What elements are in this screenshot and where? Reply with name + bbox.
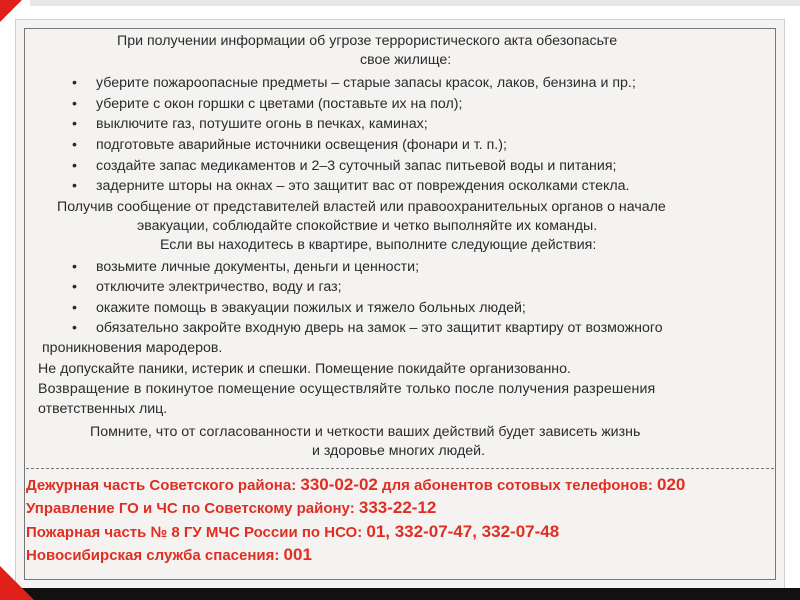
contact-number: 001: [283, 545, 312, 564]
bullet-symbol: •: [72, 96, 77, 112]
bullet-item: [72, 96, 462, 112]
bullet-symbol: •: [72, 137, 77, 153]
evacuation-line-2: эвакуации, соблюдайте спокойствие и четко выполняйте их команды.: [137, 218, 598, 234]
contact-number: 01, 332-07-47, 332-07-48: [366, 522, 560, 541]
bullet-text: возьмите личные документы, деньги и ценности;: [96, 259, 420, 275]
contact-number: 333-22-12: [358, 498, 437, 517]
bullet-continuation: проникновения мародеров.: [42, 340, 223, 356]
apartment-heading: Если вы находитесь в квартире, выполните следующие действия:: [160, 237, 597, 253]
bullet-symbol: •: [72, 320, 77, 336]
return-line-2: ответственных лиц.: [38, 401, 168, 417]
contact-label: Управление ГО и ЧС по Советскому району:: [26, 500, 359, 517]
bullet-item: [72, 178, 629, 194]
contact-label-extra: для абонентов сотовых телефонов:: [377, 477, 658, 494]
dashed-divider: [26, 468, 774, 469]
contact-label: Пожарная часть № 8 ГУ МЧС России по НСО:: [26, 524, 367, 541]
bottom-dark-bar: [0, 588, 800, 600]
panic-line: Не допускайте паники, истерик и спешки. Помещение покидайте организованно.: [38, 361, 571, 377]
contact-number: 020: [657, 475, 686, 494]
evacuation-line-1: Получив сообщение от представителей властей или правоохранительных органов о начале: [57, 199, 666, 215]
bullet-item: [72, 259, 419, 275]
title-line-1: При получении информации об угрозе террористического акта обезопасьте: [117, 33, 618, 49]
bullet-symbol: •: [72, 116, 77, 132]
contact-label: Новосибирская служба спасения:: [26, 547, 284, 564]
bullet-item: [72, 279, 342, 295]
bullet-symbol: •: [72, 75, 77, 91]
bullet-symbol: •: [72, 178, 77, 194]
bullet-text: уберите пожароопасные предметы – старые запасы красок, лаков, бензина и пр.;: [96, 75, 636, 91]
bullet-item: [72, 158, 616, 174]
contact-label: Дежурная часть Советского района:: [26, 477, 301, 494]
bullet-symbol: •: [72, 158, 77, 174]
contact-line: [26, 475, 685, 495]
contact-line: [26, 498, 436, 518]
bullet-symbol: •: [72, 279, 77, 295]
bullet-symbol: •: [72, 259, 77, 275]
bullet-symbol: •: [72, 300, 77, 316]
contact-line: [26, 545, 312, 565]
top-edge-strip: [30, 0, 800, 6]
bullet-text: выключите газ, потушите огонь в печках, каминах;: [96, 116, 428, 132]
bullet-text: задерните шторы на окнах – это защитит вас от повреждения осколками стекла.: [96, 178, 630, 194]
contact-line: [26, 522, 559, 542]
bullet-text: отключите электричество, воду и газ;: [96, 279, 342, 295]
bullet-item: [72, 137, 507, 153]
contact-number: 330-02-02: [300, 475, 378, 494]
bullet-item: [72, 300, 526, 316]
bullet-text: окажите помощь в эвакуации пожилых и тяжело больных людей;: [96, 300, 526, 316]
bullet-text: уберите с окон горшки с цветами (поставьте их на пол);: [96, 96, 463, 112]
red-corner-decoration: [0, 0, 22, 22]
red-corner-decoration-bottom: [0, 566, 34, 600]
bullet-text: подготовьте аварийные источники освещения (фонари и т. п.);: [96, 137, 507, 153]
title-line-2: свое жилище:: [360, 52, 452, 68]
return-line-1: Возвращение в покинутое помещение осуществляйте только после получения разрешения: [38, 381, 656, 397]
remember-line-2: и здоровье многих людей.: [312, 443, 486, 459]
bullet-item: [72, 320, 663, 336]
bullet-item: [72, 75, 636, 91]
bullet-text: обязательно закройте входную дверь на замок – это защитит квартиру от возможного: [96, 320, 663, 336]
remember-line-1: Помните, что от согласованности и четкости ваших действий будет зависеть жизнь: [90, 424, 641, 440]
bullet-item: [72, 116, 428, 132]
bullet-text: создайте запас медикаментов и 2–3 суточный запас питьевой воды и питания;: [96, 158, 617, 174]
